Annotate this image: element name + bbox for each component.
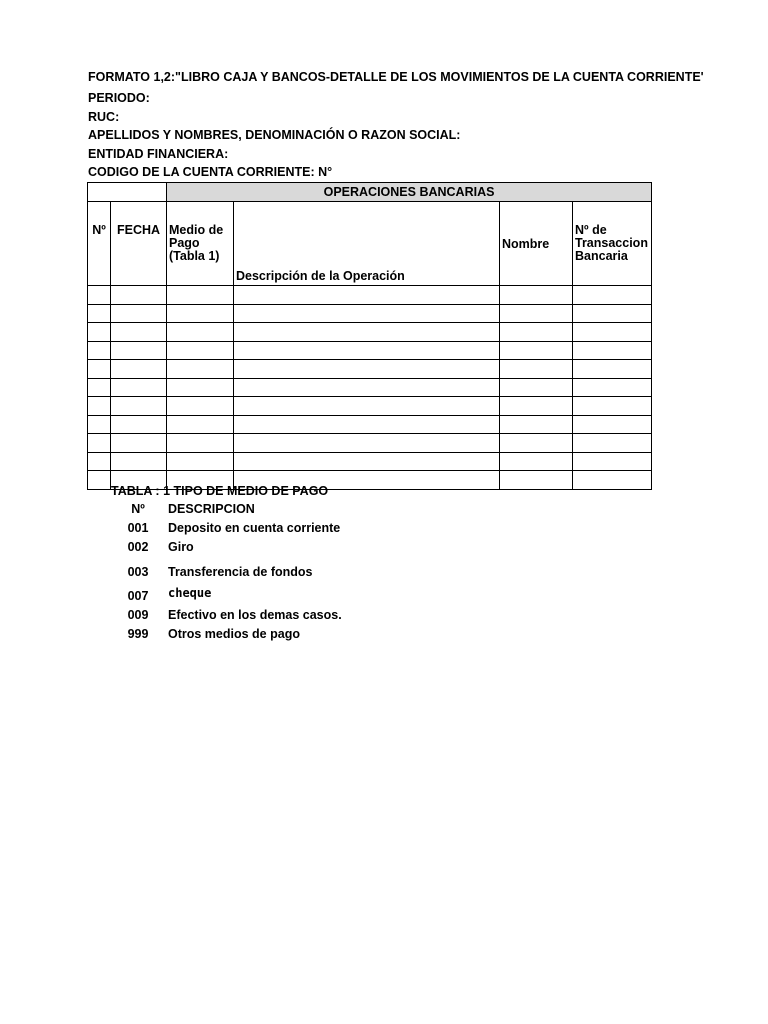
table-row [88,378,652,397]
legend-desc: Deposito en cuenta corriente [168,521,341,535]
transaccion-line-3: Bancaria [575,249,628,263]
table-row [88,415,652,434]
legend-desc: Transferencia de fondos [168,565,313,579]
legend-code: 003 [127,565,149,579]
table-row [88,323,652,342]
table-group-header-row [88,183,652,202]
medio-line-2: Pago [169,236,200,250]
legend-code: 999 [127,627,149,641]
periodo-label: PERIODO: [88,91,150,105]
legend-desc: Otros medios de pago [168,627,300,641]
table-row [88,304,652,323]
legend-desc: cheque [168,586,212,600]
transaccion-line-1: Nº de [575,223,607,237]
legend-code: 009 [127,608,149,622]
ruc-label: RUC: [88,110,120,124]
legend-col-num: Nº [131,502,145,516]
table-column-header-row [88,202,652,286]
col-header-fecha: FECHA [111,202,167,286]
legend-code: 001 [127,521,149,535]
table-row [88,360,652,379]
operations-table [87,182,652,490]
legend-desc: Giro [168,540,194,554]
medio-line-3: (Tabla 1) [169,249,220,263]
legend-title: TABLA : 1 TIPO DE MEDIO DE PAGO [111,484,329,498]
codigo-cuenta-label: CODIGO DE LA CUENTA CORRIENTE: N° [88,165,333,179]
document-title: FORMATO 1,2:"LIBRO CAJA Y BANCOS-DETALLE DE LOS MOVIMIENTOS DE LA CUENTA CORRIENTE' [88,70,704,84]
legend-col-desc: DESCRIPCION [168,502,255,516]
table-row [88,286,652,305]
col-header-transaccion [573,202,652,286]
col-header-nombre: Nombre [500,202,573,286]
legend-code: 002 [127,540,149,554]
table-row [88,397,652,416]
legend-code: 007 [127,589,149,603]
table-row [88,452,652,471]
entidad-financiera-label: ENTIDAD FINANCIERA: [88,147,229,161]
col-header-descripcion: Descripción de la Operación [234,202,500,286]
transaccion-line-2: Transaccion [575,236,648,250]
group-header-operaciones-bancarias: OPERACIONES BANCARIAS [167,183,652,202]
table-row [88,434,652,453]
razon-social-label: APELLIDOS Y NOMBRES, DENOMINACIÓN O RAZON SOCIAL: [88,128,461,142]
col-header-num: Nº [88,202,111,286]
col-header-medio-pago [167,202,234,286]
legend-desc: Efectivo en los demas casos. [168,608,342,622]
table-row [88,341,652,360]
medio-line-1: Medio de [169,223,224,237]
